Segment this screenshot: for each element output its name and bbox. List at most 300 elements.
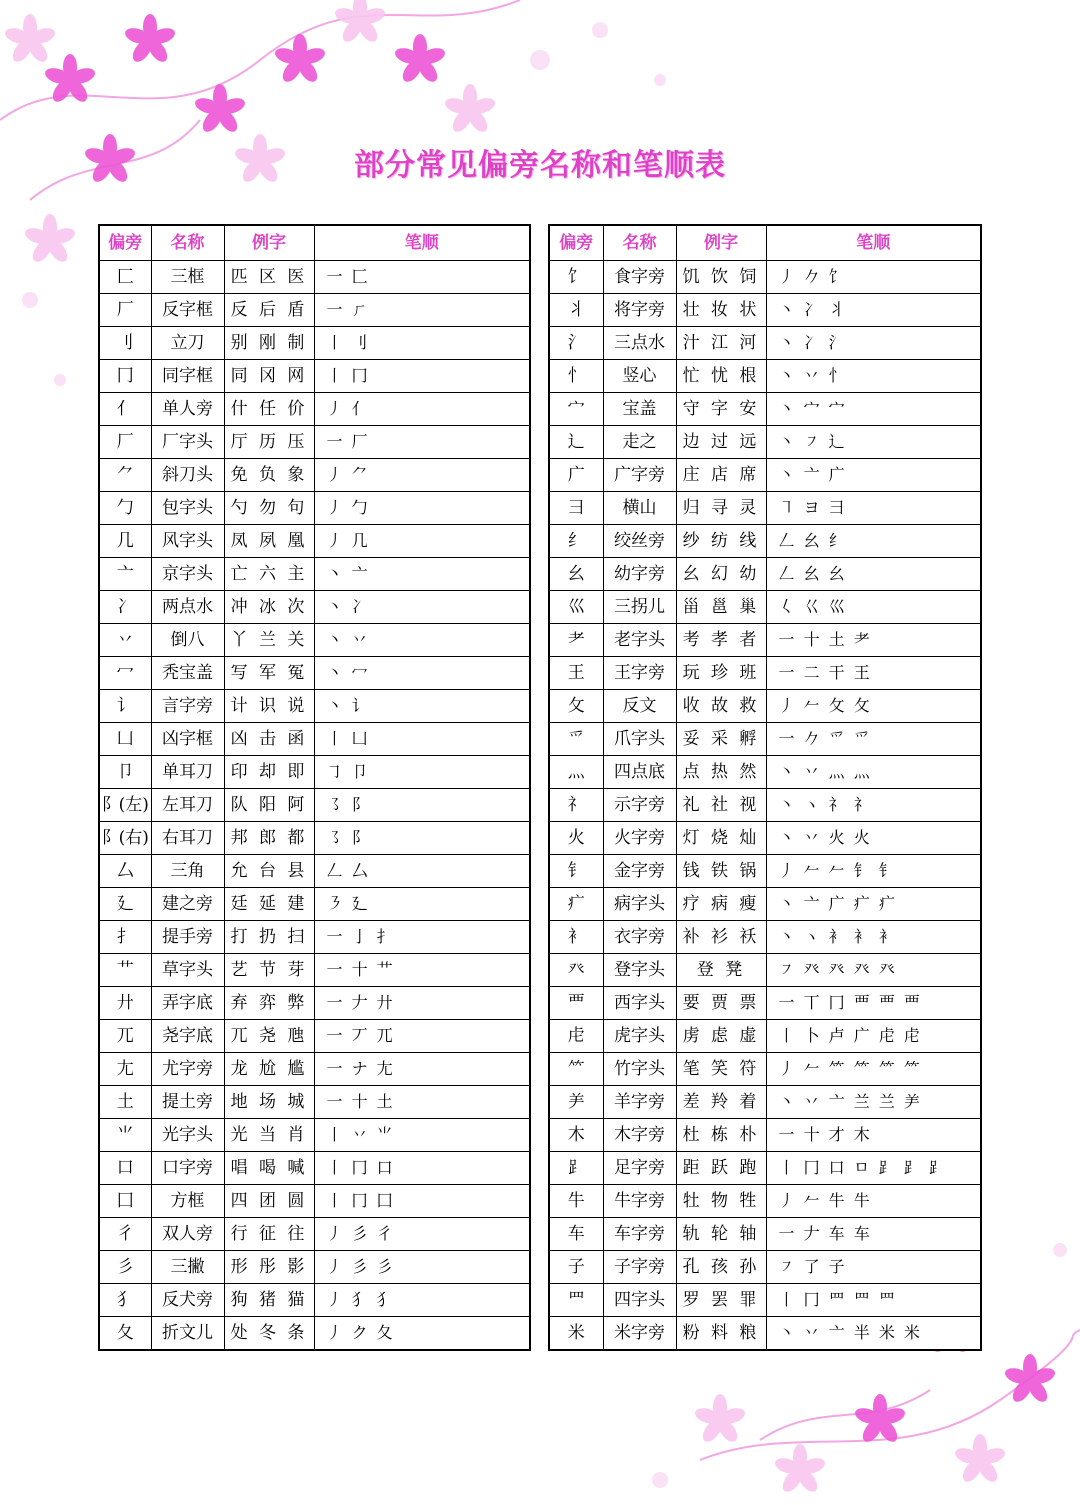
radical-name-cell: 羊字旁 [603,1086,676,1119]
radical-cell: 疒 [549,888,603,921]
radical-name-cell: 食字旁 [603,261,676,294]
radical-name-cell: 同字框 [151,360,224,393]
radical-name-cell: 弄字底 [151,987,224,1020]
radical-name-cell: 单耳刀 [151,756,224,789]
header-radical: 偏旁 [99,225,151,261]
radical-cell: 亻 [99,393,151,426]
stroke-order-cell: 一 匚 [314,261,530,294]
radical-cell: 丬 [549,294,603,327]
radical-cell: 车 [549,1218,603,1251]
example-chars-cell: 灯 烧 灿 [676,822,766,855]
stroke-order-cell: 丿 𠂉 ⺮ ⺮ ⺮ ⺮ [766,1053,981,1086]
radical-name-cell: 两点水 [151,591,224,624]
example-chars-cell: 同 冈 网 [224,360,314,393]
radical-cell: 王 [549,657,603,690]
stroke-order-cell: 一 丆 兀 [314,1020,530,1053]
radical-name-cell: 反字框 [151,294,224,327]
header-radical: 偏旁 [549,225,603,261]
table-body-left [99,261,530,1351]
radical-cell: 彡 [99,1251,151,1284]
radical-name-cell: 双人旁 [151,1218,224,1251]
table-row [549,327,981,360]
table-row [549,426,981,459]
stroke-order-cell: 丿 𠂉 𠂉 钅 钅 [766,855,981,888]
radical-name-cell: 单人旁 [151,393,224,426]
radical-cell: 彳 [99,1218,151,1251]
radical-cell: 卩 [99,756,151,789]
radical-cell: 厂 [99,294,151,327]
radical-cell: 攵 [549,690,603,723]
example-chars-cell: 匹 区 医 [224,261,314,294]
radical-cell: 礻 [549,789,603,822]
radical-name-cell: 王字旁 [603,657,676,690]
radical-name-cell: 木字旁 [603,1119,676,1152]
radical-cell: 衤 [549,921,603,954]
stroke-order-cell: 𠃋 幺 幺 [766,558,981,591]
table-row [99,723,530,756]
example-chars-cell: 形 彤 影 [224,1251,314,1284]
radical-name-cell: 车字旁 [603,1218,676,1251]
radical-cell: 兀 [99,1020,151,1053]
radical-cell: 土 [99,1086,151,1119]
example-chars-cell: 凤 夙 凰 [224,525,314,558]
stroke-order-cell: 丶 ヽ 衤 衤 衤 [766,921,981,954]
radical-name-cell: 草字头 [151,954,224,987]
radical-name-cell: 登字头 [603,954,676,987]
radical-cell: 爫 [549,723,603,756]
header-strokes: 笔顺 [314,225,530,261]
radical-cell: 夂 [99,1317,151,1351]
radical-cell: 丷 [99,624,151,657]
radical-name-cell: 衣字旁 [603,921,676,954]
example-chars-cell: 印 却 即 [224,756,314,789]
example-chars-cell: 杜 栋 朴 [676,1119,766,1152]
table-row [549,1218,981,1251]
stroke-order-cell: ㇋ 廴 [314,888,530,921]
table-row [99,954,530,987]
example-chars-cell: 唱 喝 喊 [224,1152,314,1185]
stroke-order-cell: 丿 彡 彳 [314,1218,530,1251]
radical-name-cell: 建之旁 [151,888,224,921]
radical-cell: 厂 [99,426,151,459]
example-chars-cell: 边 过 远 [676,426,766,459]
example-chars-cell: 差 羚 着 [676,1086,766,1119]
example-chars-cell: 邦 郎 都 [224,822,314,855]
example-chars-cell: 打 扔 扫 [224,921,314,954]
example-chars-cell: 钱 铁 锅 [676,855,766,888]
radical-name-cell: 走之 [603,426,676,459]
radical-cell: 冖 [99,657,151,690]
radical-name-cell: 横山 [603,492,676,525]
table-row [549,261,981,294]
radical-cell: 刂 [99,327,151,360]
table-row [99,789,530,822]
stroke-order-cell: 一 十 土 [314,1086,530,1119]
radical-cell: 冫 [99,591,151,624]
stroke-order-cell: ㇇ 癶 癶 癶 癶 [766,954,981,987]
radical-name-cell: 京字头 [151,558,224,591]
stroke-order-cell: 𠃋 幺 纟 [766,525,981,558]
stroke-order-cell: 丨 冂 [314,360,530,393]
table-row [549,1086,981,1119]
stroke-order-cell: 丶 冫 丬 [766,294,981,327]
radical-name-cell: 光字头 [151,1119,224,1152]
stroke-order-cell: 一 十 才 木 [766,1119,981,1152]
example-chars-cell: 兀 尧 虺 [224,1020,314,1053]
example-chars-cell: 写 军 冤 [224,657,314,690]
table-row [99,1251,530,1284]
example-chars-cell: 玩 珍 班 [676,657,766,690]
radical-name-cell: 左耳刀 [151,789,224,822]
stroke-order-cell: 丿 𠂉 牛 牛 [766,1185,981,1218]
example-chars-cell: 甾 邕 巢 [676,591,766,624]
stroke-order-cell: 丿 𠂉 攵 攵 [766,690,981,723]
radical-name-cell: 病字头 [603,888,676,921]
table-row [549,690,981,723]
radical-name-cell: 宝盖 [603,393,676,426]
radical-cell: 广 [549,459,603,492]
radical-name-cell: 幼字旁 [603,558,676,591]
stroke-order-cell: 丨 冂 罒 罒 罒 [766,1284,981,1317]
stroke-order-cell: 丿 勹 [314,492,530,525]
radical-name-cell: 右耳刀 [151,822,224,855]
radical-name-cell: 牛字旁 [603,1185,676,1218]
stroke-order-cell: 一 𠂇 廾 [314,987,530,1020]
table-row [549,756,981,789]
example-chars-cell: 丫 兰 关 [224,624,314,657]
table-row [549,393,981,426]
radical-table-right [548,224,982,1351]
radical-cell: 癶 [549,954,603,987]
example-chars-cell: 龙 尬 尴 [224,1053,314,1086]
header-name: 名称 [151,225,224,261]
example-chars-cell: 轨 轮 轴 [676,1218,766,1251]
example-chars-cell: 厅 历 压 [224,426,314,459]
radical-cell: 灬 [549,756,603,789]
radical-name-cell: 立刀 [151,327,224,360]
example-chars-cell: 弃 弈 弊 [224,987,314,1020]
header-examples: 例字 [676,225,766,261]
stroke-order-cell: 丶 丷 亠 兰 兰 ⺶ [766,1086,981,1119]
example-chars-cell: 妥 采 孵 [676,723,766,756]
example-chars-cell: 地 场 城 [224,1086,314,1119]
radical-name-cell: 三拐儿 [603,591,676,624]
header-strokes: 笔顺 [766,225,981,261]
radical-cell: 口 [99,1152,151,1185]
radical-cell: 廾 [99,987,151,1020]
table-row [549,822,981,855]
radical-cell: 牛 [549,1185,603,1218]
radical-name-cell: 方框 [151,1185,224,1218]
radical-cell: 虍 [549,1020,603,1053]
radical-cell: 巛 [549,591,603,624]
example-chars-cell: 什 任 价 [224,393,314,426]
example-chars-cell: 粉 料 粮 [676,1317,766,1351]
stroke-order-cell: 丨 冂 口 ㅁ ⻊ ⻊ ⻊ [766,1152,981,1185]
example-chars-cell: 行 征 往 [224,1218,314,1251]
table-row [549,591,981,624]
radical-name-cell: 倒八 [151,624,224,657]
radical-cell: 木 [549,1119,603,1152]
example-chars-cell: 笔 笑 符 [676,1053,766,1086]
stroke-order-cell: 一 ㄏ [314,294,530,327]
example-chars-cell: 艺 节 芽 [224,954,314,987]
table-row [549,459,981,492]
stroke-order-cell: 丿 几 [314,525,530,558]
table-row [99,690,530,723]
radical-cell: 氵 [549,327,603,360]
radical-cell: 冂 [99,360,151,393]
table-row [99,261,530,294]
radical-name-cell: 折文儿 [151,1317,224,1351]
radical-cell: 辶 [549,426,603,459]
radical-cell: 饣 [549,261,603,294]
radical-name-cell: 老字头 [603,624,676,657]
table-row [549,723,981,756]
radical-cell: 艹 [99,954,151,987]
radical-cell: ⺌ [99,1119,151,1152]
example-chars-cell: 纱 纺 线 [676,525,766,558]
example-chars-cell: 罗 罢 罪 [676,1284,766,1317]
table-row [549,1152,981,1185]
radical-name-cell: 提手旁 [151,921,224,954]
table-row [549,657,981,690]
example-chars-cell: 勺 勿 句 [224,492,314,525]
example-chars-cell: 忙 忧 根 [676,360,766,393]
table-row [99,294,530,327]
table-row [99,1119,530,1152]
radical-cell: 廴 [99,888,151,921]
example-chars-cell: 狗 猪 猫 [224,1284,314,1317]
radical-name-cell: 风字头 [151,525,224,558]
stroke-order-cell: 丶 宀 宀 [766,393,981,426]
radical-cell: 覀 [549,987,603,1020]
radical-cell: 子 [549,1251,603,1284]
radical-cell: 讠 [99,690,151,723]
table-row [99,624,530,657]
table-row [549,1119,981,1152]
radical-cell: 宀 [549,393,603,426]
radical-name-cell: 言字旁 [151,690,224,723]
table-row [549,954,981,987]
example-chars-cell: 队 阳 阿 [224,789,314,822]
radical-name-cell: 虎字头 [603,1020,676,1053]
table-row [549,1020,981,1053]
stroke-order-cell: 丶 ㇇ 辶 [766,426,981,459]
radical-name-cell: 斜刀头 [151,459,224,492]
table-row [549,789,981,822]
radical-cell: 彐 [549,492,603,525]
radical-table-left [98,224,531,1351]
radical-name-cell: 提土旁 [151,1086,224,1119]
table-row [99,855,530,888]
stroke-order-cell: 一 十 艹 [314,954,530,987]
table-row [99,657,530,690]
example-chars-cell: 冲 冰 次 [224,591,314,624]
radical-name-cell: 爪字头 [603,723,676,756]
table-header-row [99,225,530,261]
table-row [99,1185,530,1218]
example-chars-cell: 距 跃 跑 [676,1152,766,1185]
example-chars-cell: 廷 延 建 [224,888,314,921]
table-row [99,1152,530,1185]
example-chars-cell: 壮 妆 状 [676,294,766,327]
example-chars-cell: 补 衫 袄 [676,921,766,954]
table-row [549,360,981,393]
table-row [99,822,530,855]
example-chars-cell: 幺 幻 幼 [676,558,766,591]
radical-name-cell: 米字旁 [603,1317,676,1351]
example-chars-cell: 收 故 救 [676,690,766,723]
stroke-order-cell: 丶 丷 忄 [766,360,981,393]
stroke-order-cell: ㇇ 了 子 [766,1251,981,1284]
example-chars-cell: 四 团 圆 [224,1185,314,1218]
radical-name-cell: 将字旁 [603,294,676,327]
stroke-order-cell: 𠃋 厶 [314,855,530,888]
table-row [99,1317,530,1351]
table-row [99,591,530,624]
radical-name-cell: 三角 [151,855,224,888]
stroke-order-cell: 丨 刂 [314,327,530,360]
radical-name-cell: 尧字底 [151,1020,224,1053]
radical-name-cell: 金字旁 [603,855,676,888]
table-row [549,294,981,327]
radical-name-cell: 西字头 [603,987,676,1020]
stroke-order-cell: 丶 亠 广 [766,459,981,492]
example-chars-cell: 考 孝 者 [676,624,766,657]
table-row [99,1086,530,1119]
stroke-order-cell: 丶 冫 [314,591,530,624]
table-row [549,1053,981,1086]
radical-cell: 几 [99,525,151,558]
table-row [99,459,530,492]
radical-cell: 火 [549,822,603,855]
stroke-order-cell: ㇕ ヨ 彐 [766,492,981,525]
example-chars-cell: 汁 江 河 [676,327,766,360]
table-row [549,1317,981,1351]
table-row [99,756,530,789]
example-chars-cell: 亡 六 主 [224,558,314,591]
radical-cell: 阝(右) [99,822,151,855]
radical-cell: 罒 [549,1284,603,1317]
stroke-order-cell: 丨 卜 卢 广 虍 虍 [766,1020,981,1053]
radical-name-cell: 秃宝盖 [151,657,224,690]
table-row [99,360,530,393]
radical-name-cell: 竹字头 [603,1053,676,1086]
example-chars-cell: 虏 虑 虚 [676,1020,766,1053]
table-row [99,492,530,525]
radical-name-cell: 火字旁 [603,822,676,855]
example-chars-cell: 饥 饮 饲 [676,261,766,294]
table-row [549,987,981,1020]
table-row [549,492,981,525]
table-row [99,426,530,459]
example-chars-cell: 反 后 盾 [224,294,314,327]
radical-name-cell: 口字旁 [151,1152,224,1185]
stroke-order-cell: 一 二 干 王 [766,657,981,690]
table-row [99,1020,530,1053]
stroke-order-cell: 丶 丷 灬 灬 [766,756,981,789]
example-chars-cell: 孔 孩 孙 [676,1251,766,1284]
stroke-order-cell: 丿 彡 彡 [314,1251,530,1284]
table-row [549,624,981,657]
table-row [549,855,981,888]
stroke-order-cell: ㇆ 卩 [314,756,530,789]
stroke-order-cell: 一 𠂊 爫 爫 [766,723,981,756]
stroke-order-cell: 丿 犭 犭 [314,1284,530,1317]
table-row [99,1053,530,1086]
radical-cell: 囗 [99,1185,151,1218]
example-chars-cell: 允 台 县 [224,855,314,888]
header-name: 名称 [603,225,676,261]
example-chars-cell: 要 贾 票 [676,987,766,1020]
table-row [99,921,530,954]
example-chars-cell: 庄 店 席 [676,459,766,492]
radical-name-cell: 反文 [603,690,676,723]
radical-name-cell: 凶字框 [151,723,224,756]
stroke-order-cell: 丿 亻 [314,393,530,426]
stroke-order-cell: 丨 冂 口 [314,1152,530,1185]
example-chars-cell: 光 当 肖 [224,1119,314,1152]
table-row [549,1284,981,1317]
radical-name-cell: 包字头 [151,492,224,525]
stroke-order-cell: 丶 亠 [314,558,530,591]
radical-name-cell: 尤字旁 [151,1053,224,1086]
table-row [549,558,981,591]
radical-cell: 忄 [549,360,603,393]
radical-cell: 耂 [549,624,603,657]
table-header-row [549,225,981,261]
radical-cell: 扌 [99,921,151,954]
stroke-order-cell: 丶 亠 广 疒 疒 [766,888,981,921]
table-row [549,1251,981,1284]
radical-cell: 亠 [99,558,151,591]
stroke-order-cell: 丨 凵 [314,723,530,756]
stroke-order-cell: 丿 𠂊 饣 [766,261,981,294]
radical-cell: 纟 [549,525,603,558]
example-chars-cell: 疗 病 瘦 [676,888,766,921]
stroke-order-cell: 丿 ク 夂 [314,1317,530,1351]
stroke-order-cell: ㇌ 阝 [314,789,530,822]
stroke-order-cell: 丶 冖 [314,657,530,690]
radical-name-cell: 四字头 [603,1284,676,1317]
radical-name-cell: 厂字头 [151,426,224,459]
stroke-order-cell: 丿 ⺈ [314,459,530,492]
radical-name-cell: 四点底 [603,756,676,789]
header-examples: 例字 [224,225,314,261]
example-chars-cell: 点 热 然 [676,756,766,789]
radical-name-cell: 绞丝旁 [603,525,676,558]
example-chars-cell: 守 字 安 [676,393,766,426]
table-body-right [549,261,981,1351]
radical-cell: ⺮ [549,1053,603,1086]
table-row [549,921,981,954]
table-row [549,888,981,921]
radical-cell: 幺 [549,558,603,591]
table-row [99,327,530,360]
radical-name-cell: 反犬旁 [151,1284,224,1317]
example-chars-cell: 计 识 说 [224,690,314,723]
table-row [99,1284,530,1317]
example-chars-cell: 礼 社 视 [676,789,766,822]
stroke-order-cell: 一 𠂇 车 车 [766,1218,981,1251]
table-row [99,558,530,591]
stroke-order-cell: 丨 丷 ⺌ [314,1119,530,1152]
radical-cell: ⺶ [549,1086,603,1119]
stroke-order-cell: 𡿨 巜 巛 [766,591,981,624]
stroke-order-cell: 丶 丷 亠 半 米 米 [766,1317,981,1351]
stroke-order-cell: ㇌ 阝 [314,822,530,855]
